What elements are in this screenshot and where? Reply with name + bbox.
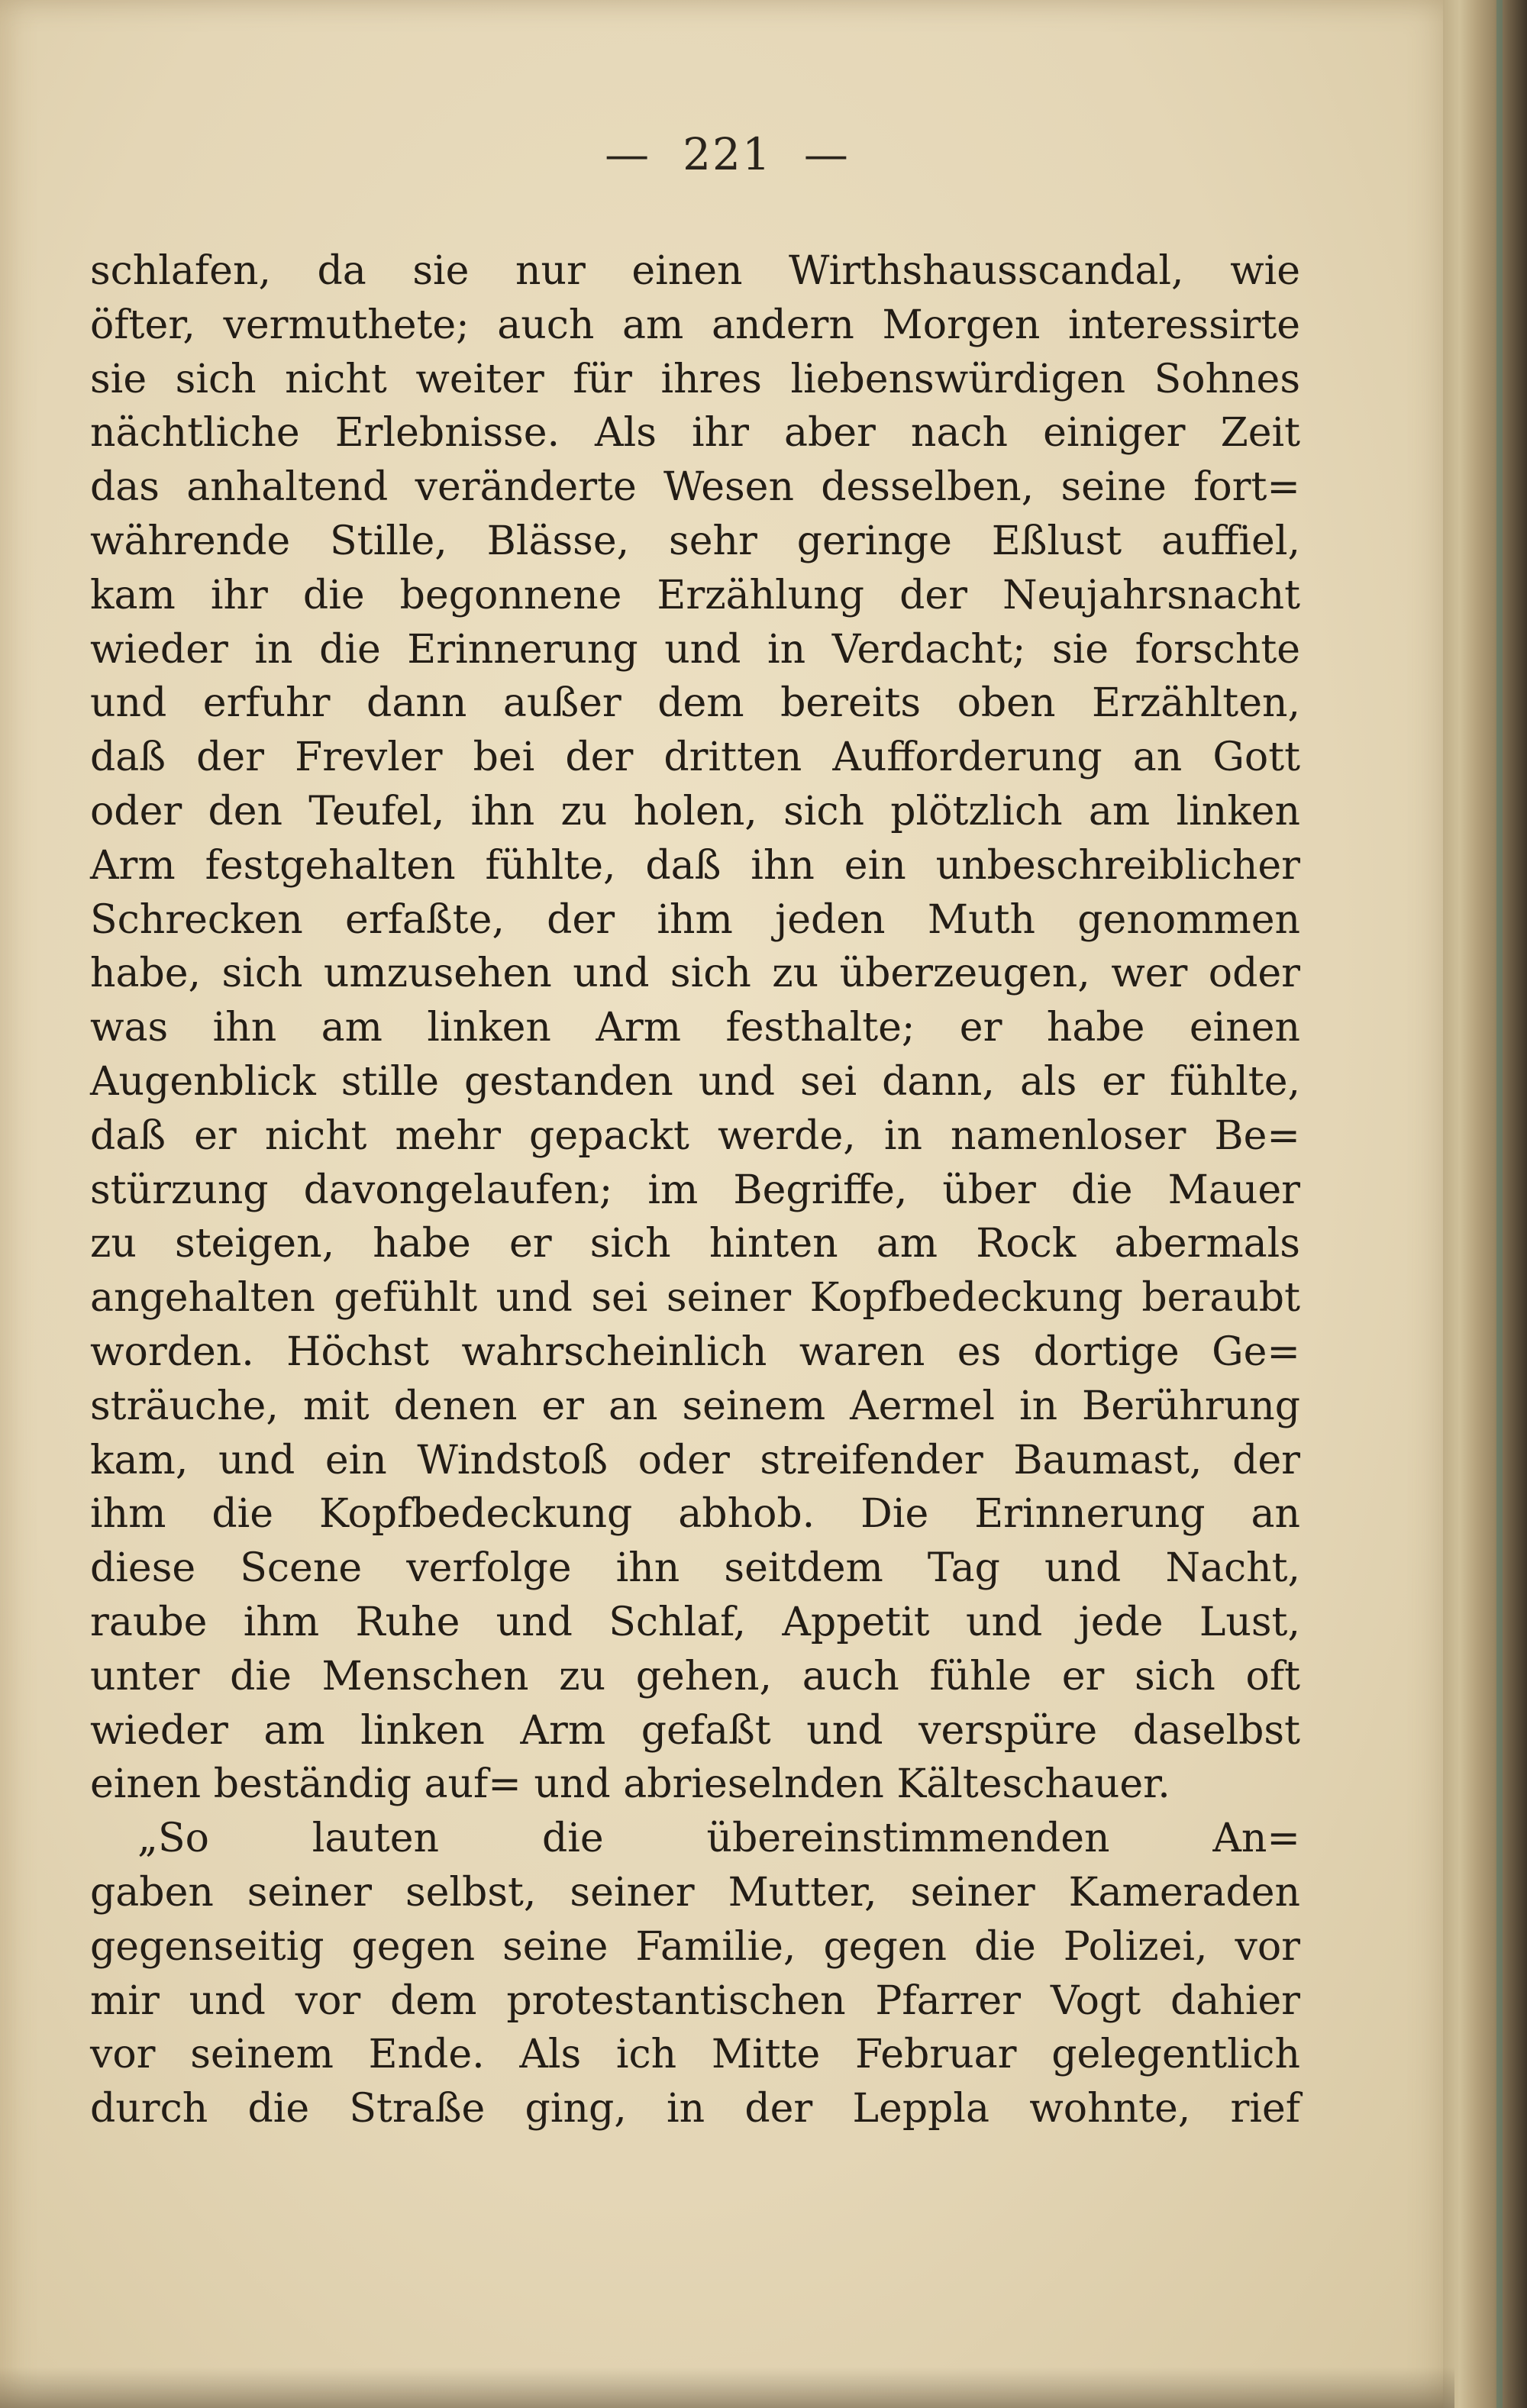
text-line: diese Scene verfolge ihn seitdem Tag und Nacht,	[90, 1545, 1300, 1592]
text-line: sträuche, mit denen er an seinem Aermel in Berührung	[90, 1383, 1300, 1429]
text-line: oder den Teufel, ihn zu holen, sich plötzlich am linken	[90, 788, 1300, 834]
text-line: gaben seiner selbst, seiner Mutter, seiner Kameraden	[90, 1869, 1300, 1916]
text-line: schlafen, da sie nur einen Wirthshausscandal, wie	[90, 248, 1300, 294]
text-line: durch die Straße ging, in der Leppla wohnte, rief	[90, 2086, 1300, 2132]
text-line: daß der Frevler bei der dritten Aufforderung an Gott	[90, 734, 1300, 781]
book-page-edge	[1443, 0, 1527, 2408]
text-line: wieder am linken Arm gefaßt und verspüre daselbst	[90, 1707, 1300, 1754]
page-bottom-shadow	[0, 2367, 1454, 2408]
text-line: öfter, vermuthete; auch am andern Morgen interessirte	[90, 302, 1300, 348]
text-line: worden. Höchst wahrscheinlich waren es dortige Ge=	[90, 1328, 1300, 1375]
page-number: 221	[683, 128, 772, 180]
text-line-paragraph-end: einen beständig auf= und abrieselnden Kälteschauer.	[90, 1761, 1170, 1808]
text-line: sie sich nicht weiter für ihres liebenswürdigen Sohnes	[90, 356, 1300, 402]
text-line: vor seinem Ende. Als ich Mitte Februar gelegentlich	[90, 2032, 1300, 2078]
text-line: währende Stille, Blässe, sehr geringe Eßlust auffiel,	[90, 518, 1300, 564]
header-dash-left: —	[605, 128, 651, 180]
text-line: kam ihr die begonnene Erzählung der Neujahrsnacht	[90, 572, 1300, 618]
text-line: zu steigen, habe er sich hinten am Rock abermals	[90, 1221, 1300, 1267]
text-line: Arm festgehalten fühlte, daß ihn ein unbeschreiblicher	[90, 842, 1300, 889]
text-line: unter die Menschen zu gehen, auch fühle er sich oft	[90, 1653, 1300, 1699]
text-line: kam, und ein Windstoß oder streifender Baumast, der	[90, 1437, 1300, 1483]
text-line: nächtliche Erlebnisse. Als ihr aber nach einiger Zeit	[90, 410, 1300, 457]
text-line: und erfuhr dann außer dem bereits oben Erzählten,	[90, 680, 1300, 727]
text-line: gegenseitig gegen seine Familie, gegen die Polizei, vor	[90, 1923, 1300, 1970]
text-line: das anhaltend veränderte Wesen desselben, seine fort=	[90, 464, 1300, 511]
text-line: was ihn am linken Arm festhalte; er habe einen	[90, 1005, 1300, 1051]
text-line: ihm die Kopfbedeckung abhob. Die Erinnerung an	[90, 1491, 1300, 1538]
page-header	[0, 128, 1454, 180]
text-line: raube ihm Ruhe und Schlaf, Appetit und jede Lust,	[90, 1599, 1300, 1645]
text-line: angehalten gefühlt und sei seiner Kopfbedeckung beraubt	[90, 1275, 1300, 1322]
book-cover-edge	[1496, 0, 1503, 2408]
body-text	[90, 244, 1300, 2136]
text-line: Augenblick stille gestanden und sei dann, als er fühlte,	[90, 1058, 1300, 1105]
header-dash-right: —	[803, 128, 850, 180]
text-line: wieder in die Erinnerung und in Verdacht; sie forschte	[90, 626, 1300, 673]
text-line: habe, sich umzusehen und sich zu überzeugen, wer oder	[90, 951, 1300, 997]
text-line: daß er nicht mehr gepackt werde, in namenloser Be=	[90, 1112, 1300, 1159]
text-line-paragraph-start: „So lauten die übereinstimmenden An=	[137, 1816, 1300, 1862]
text-line: mir und vor dem protestantischen Pfarrer Vogt dahier	[90, 1977, 1300, 2024]
text-line: stürzung davongelaufen; im Begriffe, über die Mauer	[90, 1167, 1300, 1213]
text-line: Schrecken erfaßte, der ihm jeden Muth genommen	[90, 896, 1300, 943]
